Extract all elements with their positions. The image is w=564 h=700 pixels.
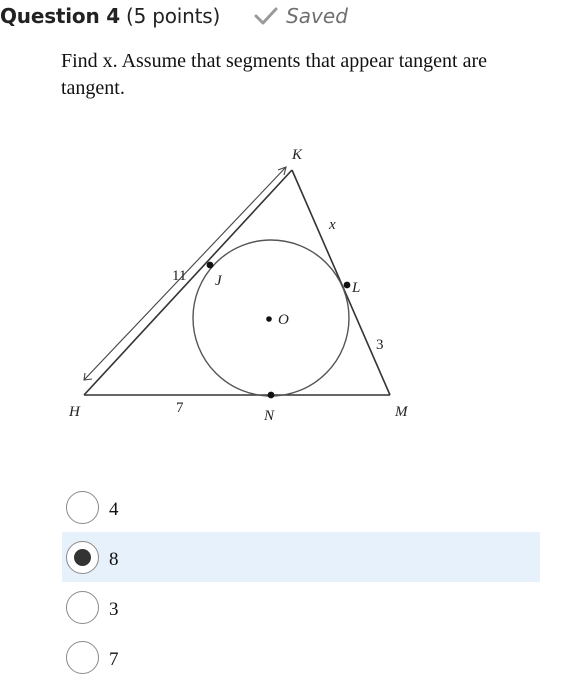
- label-segment-hn: 7: [176, 400, 184, 416]
- question-title: Question 4: [0, 4, 120, 28]
- saved-label: Saved: [286, 4, 348, 28]
- option-8[interactable]: [62, 532, 540, 582]
- option-4[interactable]: [62, 482, 540, 532]
- label-m: M: [395, 404, 408, 420]
- point-l: [344, 282, 351, 289]
- radio-button[interactable]: [66, 541, 99, 574]
- check-icon: [254, 7, 278, 25]
- option-label: 7: [109, 649, 119, 670]
- label-l: L: [352, 280, 361, 296]
- label-h: H: [69, 404, 80, 420]
- label-segment-lm: 3: [376, 337, 384, 353]
- label-o: O: [278, 312, 289, 328]
- label-segment-hj: 11: [172, 268, 187, 284]
- question-prompt: Find x. Assume that segments that appear tangent are tangent.: [61, 50, 488, 99]
- geometry-figure: [52, 135, 432, 435]
- point-o: [266, 316, 272, 322]
- radio-button[interactable]: [66, 491, 99, 524]
- option-3[interactable]: [62, 582, 540, 632]
- label-segment-kl: x: [329, 217, 336, 233]
- side-hk: [84, 170, 292, 395]
- radio-button[interactable]: [66, 591, 99, 624]
- option-label: 4: [109, 499, 119, 520]
- label-k: K: [292, 147, 303, 163]
- point-j: [207, 262, 214, 269]
- triangle: [84, 170, 390, 395]
- label-n: N: [264, 408, 275, 424]
- question-points: (5 points): [125, 4, 221, 28]
- points: [207, 262, 351, 399]
- question-header: [0, 4, 564, 34]
- save-status: [254, 4, 348, 28]
- answer-options: [62, 482, 540, 682]
- option-7[interactable]: [62, 632, 540, 682]
- label-j: J: [215, 273, 222, 289]
- point-n: [268, 392, 275, 399]
- radio-button[interactable]: [66, 641, 99, 674]
- option-label: 3: [109, 599, 119, 620]
- option-label: 8: [109, 549, 119, 570]
- radio-selected-dot: [74, 549, 91, 566]
